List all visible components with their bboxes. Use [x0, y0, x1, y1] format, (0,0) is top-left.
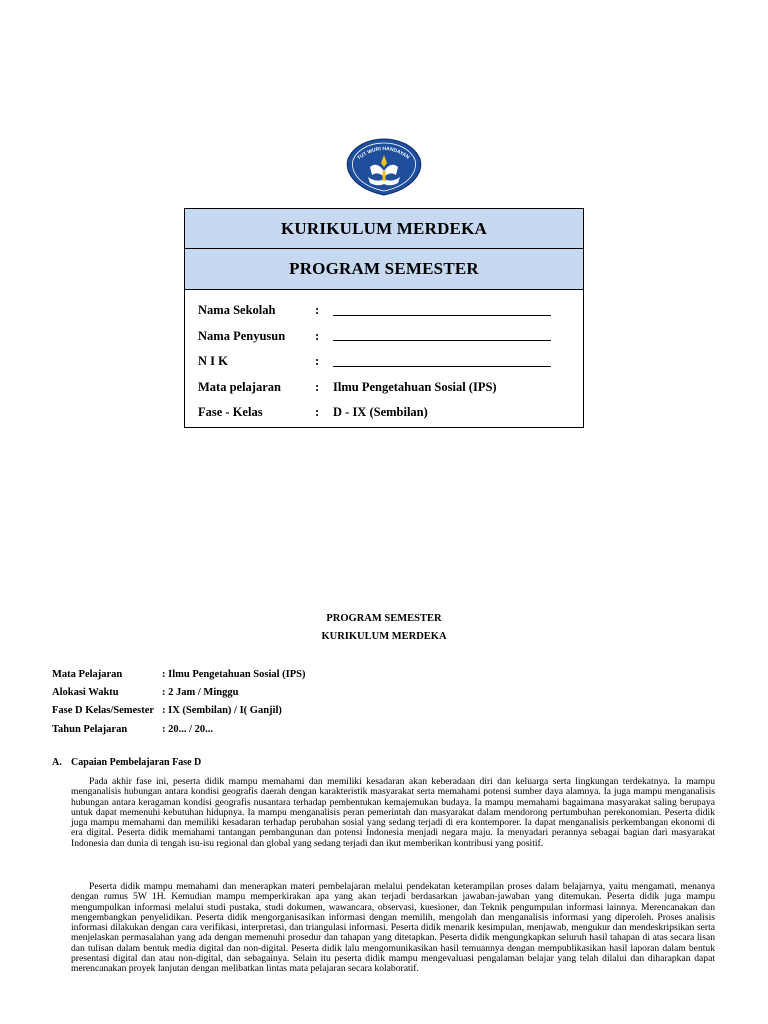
meta-row: [52, 683, 306, 701]
document-heading-2: KURIKULUM MERDEKA: [321, 631, 447, 642]
field-colon: :: [315, 379, 320, 394]
section-heading: [52, 757, 201, 768]
meta-value: : IX (Sembilan) / I( Ganjil): [162, 705, 282, 717]
meta-row: [52, 665, 306, 683]
field-row-nama-sekolah: [198, 298, 583, 324]
field-label: Mata pelajaran: [198, 379, 281, 394]
meta-label: Alokasi Waktu: [52, 686, 119, 698]
field-row-fase-kelas: [198, 400, 583, 426]
cover-fields: [185, 290, 583, 426]
field-value: Ilmu Pengetahuan Sosial (IPS): [333, 379, 497, 394]
field-value: D - IX (Sembilan): [333, 405, 428, 420]
meta-label: Tahun Pelajaran: [52, 723, 128, 735]
field-colon: :: [315, 405, 320, 420]
document-meta: [52, 665, 306, 738]
field-row-mata-pelajaran: [198, 375, 583, 401]
section-letter: A.: [52, 757, 62, 768]
field-row-nama-penyusun: [198, 324, 583, 350]
field-blank-line: [333, 339, 551, 341]
meta-row: [52, 702, 306, 720]
field-blank-line: [333, 314, 551, 316]
cover-subtitle: PROGRAM SEMESTER: [185, 249, 583, 290]
field-blank-line: [333, 365, 551, 367]
paragraph-1: Pada akhir fase ini, peserta didik mampu memahami dan memiliki kesadaran akan keberadaan diri dan keluarga serta lingkungan terdekatnya. Ia mampu menganalisis hubungan antara kondisi geografis daerah dengan karakteristik masyarakat serta memahami potensi sumber daya alamnya. Ia juga mampu menganalisis hubungan antara keragaman kondisi geografis nusantara terhadap pembentukan kemajemukan budaya. Ia mampu memahami bagaimana masyarakat saling berupaya untuk dapat memenuhi kebutuhan hidupnya. Ia mampu menganalisis peran pemerintah dan masyarakat dalam mendorong pertumbuhan perekonomian. Peserta didik juga mampu memahami dan memiliki kesadaran terhadap perubahan sosial yang sedang terjadi di era kontemporer. Ia dapat menganalisis perkembangan ekonomi di era digital. Peserta didik memahami tantangan pembangunan dan potensi Indonesia menjadi negara maju. Ia menyadari perannya sebagai bagian dari masyarakat Indonesia dan dunia di tengah isu-isu regional dan global yang sedang terjadi dan ikut memberikan kontribusi yang positif.: [71, 776, 715, 849]
document-heading-1: PROGRAM SEMESTER: [326, 613, 442, 624]
meta-label: Fase D Kelas/Semester: [52, 705, 155, 717]
field-label: N I K: [198, 354, 228, 369]
meta-value: : 2 Jam / Minggu: [162, 686, 239, 698]
meta-label: Mata Pelajaran: [52, 668, 123, 680]
meta-row: [52, 720, 306, 738]
meta-value: : 20... / 20...: [162, 723, 214, 735]
section-title: Capaian Pembelajaran Fase D: [71, 757, 202, 768]
field-row-nik: [198, 349, 583, 375]
field-label: Nama Penyusun: [198, 328, 286, 343]
paragraph-2: Peserta didik mampu memahami dan menerapkan materi pembelajaran melalui pendekatan keterampilan proses dalam belajarnya, yaitu mengamati, menanya dengan rumus 5W 1H. Kemudian mampu memperkirakan apa yang akan terjadi berdasarkan jawaban-jawaban yang ditemukan. Peserta didik juga mampu mengumpulkan informasi melalui studi pustaka, studi dokumen, wawancara, observasi, kuesioner, dan Teknik pengumpulan informasi lainnya. Merencanakan dan mengembangkan penyelidikan. Peserta didik mengorganisasikan informasi dengan memilih, mengolah dan menganalisis informasi yang diperoleh. Proses analisis informasi dilakukan dengan cara verifikasi, interpretasi, dan triangulasi informasi. Peserta didik menarik kesimpulan, menjawab, mengukur dan mendeskripsikan serta menjelaskan permasalahan yang ada dengan memenuhi prosedur dan tahapan yang ditetapkan. Peserta didik mengungkapkan seluruh hasil tahapan di atas secara lisan dan tulisan dalam bentuk media digital dan non-digital. Peserta didik lalu mengomunikasikan hasil temuannya dengan mempublikasikan hasil laporan dalam bentuk presentasi digital dan atau non-digital, dan sebagainya. Selain itu peserta didik mampu mengevaluasi pengalaman belajar yang telah dilalui dan diharapkan dapat merencanakan proyek lanjutan dengan melibatkan lintas mata pelajaran secara kolaboratif.: [71, 881, 715, 975]
field-colon: :: [315, 328, 320, 343]
field-colon: :: [315, 354, 320, 369]
meta-value: : Ilmu Pengetahuan Sosial (IPS): [162, 668, 306, 680]
field-label: Nama Sekolah: [198, 303, 276, 318]
cover-title: KURIKULUM MERDEKA: [185, 209, 583, 249]
field-label: Fase - Kelas: [198, 405, 263, 420]
svg-text:TUT WURI HANDAYANI: TUT WURI HANDAYAN: [356, 145, 411, 162]
tut-wuri-handayani-logo: [340, 137, 428, 197]
field-colon: :: [315, 303, 320, 318]
cover-info-box: [184, 208, 584, 428]
